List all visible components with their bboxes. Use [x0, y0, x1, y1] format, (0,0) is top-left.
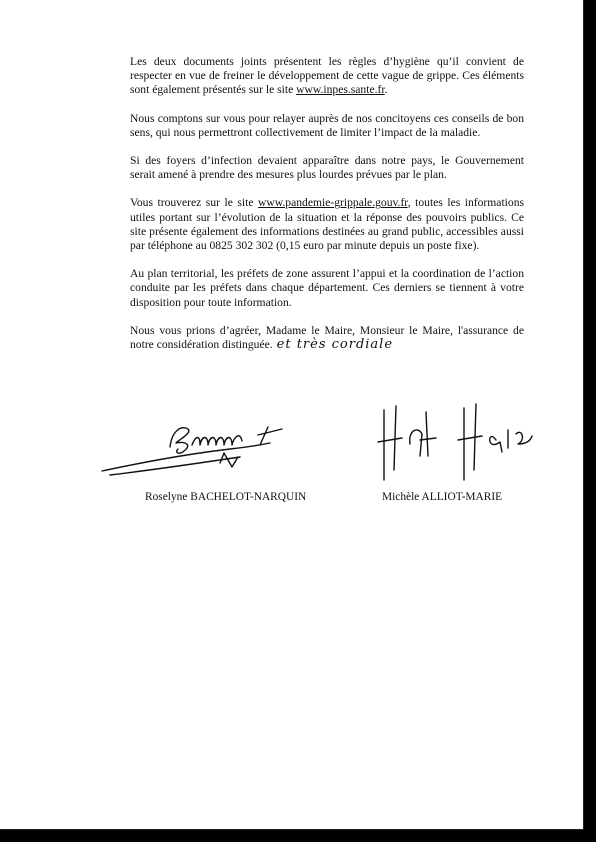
paragraph-outbreak: Si des foyers d’infection devaient apparaître dans notre pays, le Gouvernement serait amené à prendre des mesures plus lourdes prévues par le plan. [130, 154, 524, 182]
signatory-left-name: Roselyne BACHELOT-NARQUIN [145, 491, 307, 503]
paragraph-text: Les deux documents joints présentent les règles d’hygiène qu’il convient de respecter en vue de freiner le développement de cette vague de grippe. Ces éléments sont également présentés sur le site [130, 55, 524, 97]
paragraph-territorial: Au plan territorial, les préfets de zone assurent l’appui et la coordination de l’action conduite par les préfets dans chaque département. Ces derniers se tiennent à votre disposition pour toute information. [130, 267, 524, 309]
signature-left [100, 405, 310, 485]
paragraph-text: . [384, 83, 388, 97]
handwritten-addition: et très cordiale [276, 337, 394, 353]
paragraph-relay: Nous comptons sur vous pour relayer auprès de nos concitoyens ces conseils de bon sens, qui nous permettront collectivement de limiter l’impact de la maladie. [130, 111, 524, 139]
paragraph-closing [130, 324, 524, 352]
signatory-right-name: Michèle ALLIOT-MARIE [382, 491, 503, 503]
paragraph-hygiene [130, 55, 524, 98]
pandemie-link[interactable]: www.pandemie-grippale.gouv.fr [258, 196, 408, 210]
paragraph-text: , toutes les informations utiles portant sur l’évolution de la situation et la réponse des pouvoirs publics. Ce site présente également des informations destinées au grand public, accessibles aussi par téléphone au 0825 302 302 (0,15 euro par minute depuis un poste fixe). [130, 196, 524, 253]
paragraph-text: Vous trouverez sur le site [130, 196, 259, 210]
closing-text: Nous vous prions d’agréer, Madame le Maire, Monsieur le Maire, l'assurance de notre considération distinguée. [130, 323, 524, 352]
signature-right [370, 400, 540, 490]
inpes-link[interactable]: www.inpes.sante.fr [296, 83, 385, 97]
paragraph-website [130, 196, 524, 253]
letter-body [130, 55, 524, 366]
